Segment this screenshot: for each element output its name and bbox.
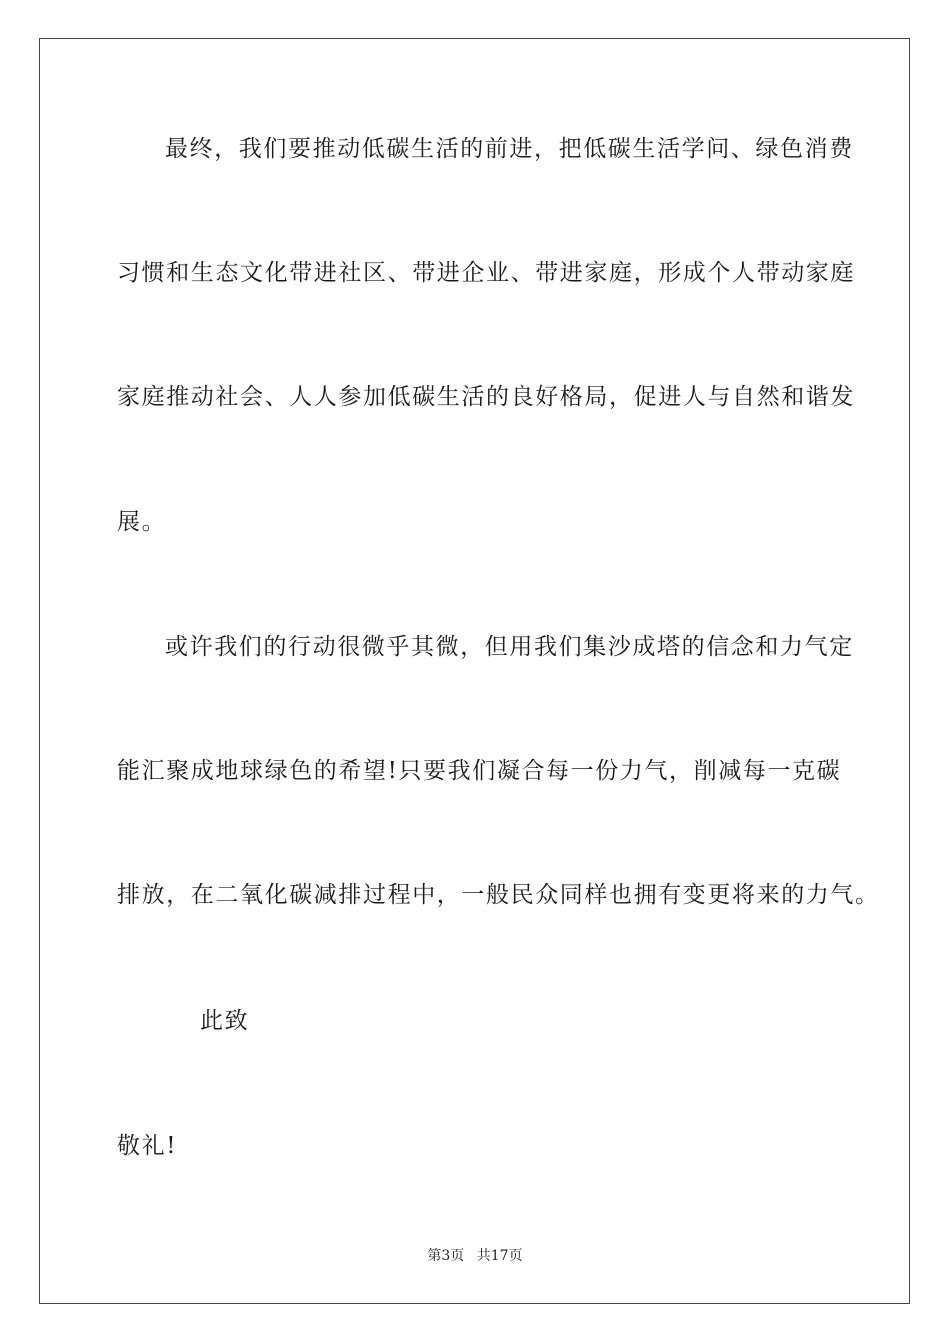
paragraph-1-line-4: 展。: [117, 509, 167, 535]
page-number: 第3页: [427, 1248, 465, 1264]
closing-regards: 敬礼!: [117, 1133, 178, 1159]
page-footer: [0, 1247, 950, 1265]
paragraph-1-line-1: 最终，我们要推动低碳生活的前进，把低碳生活学问、绿色消费: [165, 136, 854, 162]
paragraph-1-line-3: 家庭推动社会、人人参加低碳生活的良好格局，促进人与自然和谐发: [117, 384, 855, 410]
paragraph-2-line-1: 或许我们的行动很微乎其微，但用我们集沙成塔的信念和力气定: [165, 634, 854, 660]
paragraph-1-line-2: 习惯和生态文化带进社区、带进企业、带进家庭，形成个人带动家庭: [117, 260, 855, 286]
total-pages: 共17页: [476, 1248, 523, 1264]
page-border: [39, 38, 910, 1304]
closing-salutation: 此致: [200, 1008, 250, 1034]
paragraph-2-line-2: 能汇聚成地球绿色的希望!只要我们凝合每一份力气，削减每一克碳: [117, 758, 842, 784]
paragraph-2-line-3: 排放，在二氧化碳减排过程中，一般民众同样也拥有变更将来的力气。: [117, 882, 880, 908]
